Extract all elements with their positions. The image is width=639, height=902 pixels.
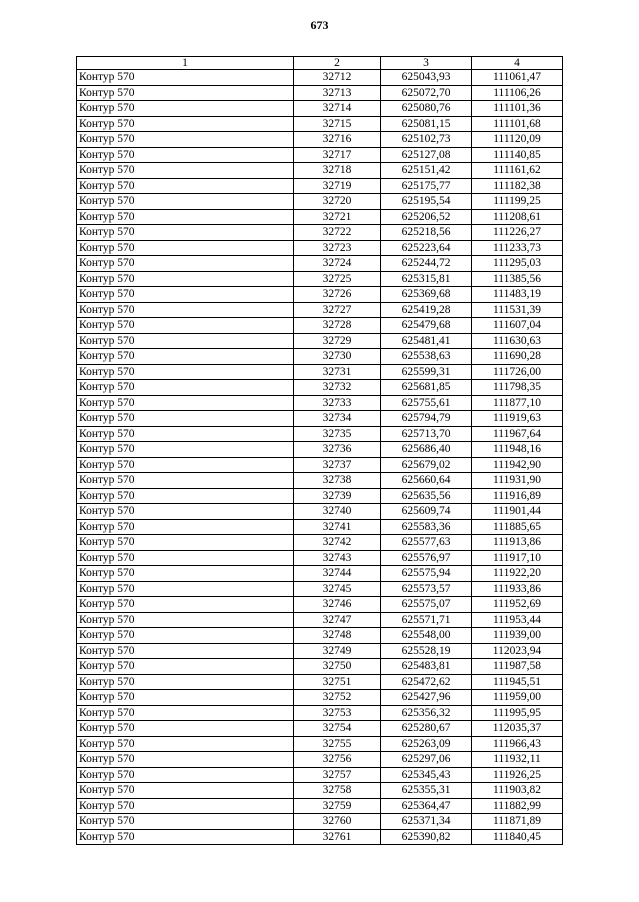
x-coordinate-cell: 625223,64: [381, 240, 472, 256]
table-row: [77, 628, 563, 644]
contour-cell: Контур 570: [77, 256, 294, 272]
y-coordinate-cell: 111885,65: [472, 519, 563, 535]
contour-cell: Контур 570: [77, 628, 294, 644]
y-coordinate-cell: 111933,86: [472, 581, 563, 597]
table-row: [77, 380, 563, 396]
contour-cell: Контур 570: [77, 767, 294, 783]
x-coordinate-cell: 625575,94: [381, 566, 472, 582]
point-number-cell: 32712: [294, 70, 381, 86]
point-number-cell: 32714: [294, 101, 381, 117]
y-coordinate-cell: 111840,45: [472, 829, 563, 845]
contour-cell: Контур 570: [77, 85, 294, 101]
point-number-cell: 32758: [294, 783, 381, 799]
contour-cell: Контур 570: [77, 178, 294, 194]
point-number-cell: 32760: [294, 814, 381, 830]
table-row: [77, 519, 563, 535]
point-number-cell: 32723: [294, 240, 381, 256]
table-row: [77, 333, 563, 349]
contour-cell: Контур 570: [77, 643, 294, 659]
x-coordinate-cell: 625479,68: [381, 318, 472, 334]
x-coordinate-cell: 625573,57: [381, 581, 472, 597]
y-coordinate-cell: 111106,26: [472, 85, 563, 101]
x-coordinate-cell: 625679,02: [381, 457, 472, 473]
y-coordinate-cell: 111101,68: [472, 116, 563, 132]
y-coordinate-cell: 111140,85: [472, 147, 563, 163]
table-row: [77, 736, 563, 752]
x-coordinate-cell: 625195,54: [381, 194, 472, 210]
point-number-cell: 32727: [294, 302, 381, 318]
contour-cell: Контур 570: [77, 240, 294, 256]
table-row: [77, 240, 563, 256]
x-coordinate-cell: 625538,63: [381, 349, 472, 365]
y-coordinate-cell: 112023,94: [472, 643, 563, 659]
contour-cell: Контур 570: [77, 504, 294, 520]
x-coordinate-cell: 625315,81: [381, 271, 472, 287]
y-coordinate-cell: 111161,62: [472, 163, 563, 179]
y-coordinate-cell: 111945,51: [472, 674, 563, 690]
table-row: [77, 783, 563, 799]
y-coordinate-cell: 111531,39: [472, 302, 563, 318]
table-row: [77, 721, 563, 737]
point-number-cell: 32732: [294, 380, 381, 396]
x-coordinate-cell: 625472,62: [381, 674, 472, 690]
contour-cell: Контур 570: [77, 581, 294, 597]
x-coordinate-cell: 625371,34: [381, 814, 472, 830]
y-coordinate-cell: 111199,25: [472, 194, 563, 210]
y-coordinate-cell: 111901,44: [472, 504, 563, 520]
y-coordinate-cell: 111987,58: [472, 659, 563, 675]
x-coordinate-cell: 625297,06: [381, 752, 472, 768]
y-coordinate-cell: 111939,00: [472, 628, 563, 644]
x-coordinate-cell: 625609,74: [381, 504, 472, 520]
table-row: [77, 209, 563, 225]
y-coordinate-cell: 111120,09: [472, 132, 563, 148]
table-row: [77, 690, 563, 706]
point-number-cell: 32733: [294, 395, 381, 411]
x-coordinate-cell: 625043,93: [381, 70, 472, 86]
point-number-cell: 32755: [294, 736, 381, 752]
x-coordinate-cell: 625419,28: [381, 302, 472, 318]
y-coordinate-cell: 111995,95: [472, 705, 563, 721]
x-coordinate-cell: 625151,42: [381, 163, 472, 179]
x-coordinate-cell: 625356,32: [381, 705, 472, 721]
point-number-cell: 32721: [294, 209, 381, 225]
y-coordinate-cell: 111932,11: [472, 752, 563, 768]
contour-cell: Контур 570: [77, 674, 294, 690]
x-coordinate-cell: 625755,61: [381, 395, 472, 411]
y-coordinate-cell: 111953,44: [472, 612, 563, 628]
point-number-cell: 32725: [294, 271, 381, 287]
table-row: [77, 674, 563, 690]
point-number-cell: 32741: [294, 519, 381, 535]
contour-cell: Контур 570: [77, 690, 294, 706]
x-coordinate-cell: 625577,63: [381, 535, 472, 551]
point-number-cell: 32746: [294, 597, 381, 613]
contour-cell: Контур 570: [77, 287, 294, 303]
x-coordinate-cell: 625548,00: [381, 628, 472, 644]
table-row: [77, 659, 563, 675]
table-row: [77, 411, 563, 427]
y-coordinate-cell: 111926,25: [472, 767, 563, 783]
x-coordinate-cell: 625206,52: [381, 209, 472, 225]
table-row: [77, 798, 563, 814]
table-row: [77, 705, 563, 721]
point-number-cell: 32745: [294, 581, 381, 597]
y-coordinate-cell: 111967,64: [472, 426, 563, 442]
table-header-row: [77, 57, 563, 70]
table-row: [77, 287, 563, 303]
contour-cell: Контур 570: [77, 457, 294, 473]
contour-cell: Контур 570: [77, 380, 294, 396]
x-coordinate-cell: 625345,43: [381, 767, 472, 783]
table-row: [77, 194, 563, 210]
y-coordinate-cell: 111630,63: [472, 333, 563, 349]
x-coordinate-cell: 625599,31: [381, 364, 472, 380]
point-number-cell: 32754: [294, 721, 381, 737]
contour-cell: Контур 570: [77, 194, 294, 210]
x-coordinate-cell: 625127,08: [381, 147, 472, 163]
y-coordinate-cell: 111903,82: [472, 783, 563, 799]
y-coordinate-cell: 111061,47: [472, 70, 563, 86]
point-number-cell: 32731: [294, 364, 381, 380]
contour-cell: Контур 570: [77, 798, 294, 814]
y-coordinate-cell: 111871,89: [472, 814, 563, 830]
x-coordinate-cell: 625390,82: [381, 829, 472, 845]
table-row: [77, 256, 563, 272]
y-coordinate-cell: 111882,99: [472, 798, 563, 814]
point-number-cell: 32716: [294, 132, 381, 148]
y-coordinate-cell: 111966,43: [472, 736, 563, 752]
x-coordinate-cell: 625355,31: [381, 783, 472, 799]
point-number-cell: 32713: [294, 85, 381, 101]
contour-cell: Контур 570: [77, 612, 294, 628]
table-row: [77, 457, 563, 473]
table-row: [77, 302, 563, 318]
contour-cell: Контур 570: [77, 566, 294, 582]
x-coordinate-cell: 625175,77: [381, 178, 472, 194]
y-coordinate-cell: 111182,38: [472, 178, 563, 194]
y-coordinate-cell: 111226,27: [472, 225, 563, 241]
x-coordinate-cell: 625583,36: [381, 519, 472, 535]
x-coordinate-cell: 625427,96: [381, 690, 472, 706]
y-coordinate-cell: 111942,90: [472, 457, 563, 473]
contour-cell: Контур 570: [77, 442, 294, 458]
y-coordinate-cell: 111483,19: [472, 287, 563, 303]
y-coordinate-cell: 111916,89: [472, 488, 563, 504]
contour-cell: Контур 570: [77, 147, 294, 163]
y-coordinate-cell: 111690,28: [472, 349, 563, 365]
point-number-cell: 32734: [294, 411, 381, 427]
point-number-cell: 32757: [294, 767, 381, 783]
contour-cell: Контур 570: [77, 318, 294, 334]
point-number-cell: 32738: [294, 473, 381, 489]
y-coordinate-cell: 111919,63: [472, 411, 563, 427]
contour-cell: Контур 570: [77, 519, 294, 535]
table-row: [77, 829, 563, 845]
contour-cell: Контур 570: [77, 271, 294, 287]
y-coordinate-cell: 111913,86: [472, 535, 563, 551]
contour-cell: Контур 570: [77, 829, 294, 845]
table-row: [77, 535, 563, 551]
contour-cell: Контур 570: [77, 163, 294, 179]
table-row: [77, 178, 563, 194]
x-coordinate-cell: 625713,70: [381, 426, 472, 442]
contour-cell: Контур 570: [77, 783, 294, 799]
point-number-cell: 32736: [294, 442, 381, 458]
y-coordinate-cell: 111233,73: [472, 240, 563, 256]
point-number-cell: 32751: [294, 674, 381, 690]
x-coordinate-cell: 625080,76: [381, 101, 472, 117]
point-number-cell: 32718: [294, 163, 381, 179]
x-coordinate-cell: 625218,56: [381, 225, 472, 241]
point-number-cell: 32728: [294, 318, 381, 334]
y-coordinate-cell: 111726,00: [472, 364, 563, 380]
point-number-cell: 32753: [294, 705, 381, 721]
x-coordinate-cell: 625483,81: [381, 659, 472, 675]
contour-cell: Контур 570: [77, 225, 294, 241]
table-row: [77, 442, 563, 458]
y-coordinate-cell: 111607,04: [472, 318, 563, 334]
contour-cell: Контур 570: [77, 814, 294, 830]
contour-cell: Контур 570: [77, 349, 294, 365]
contour-cell: Контур 570: [77, 488, 294, 504]
point-number-cell: 32729: [294, 333, 381, 349]
contour-cell: Контур 570: [77, 116, 294, 132]
point-number-cell: 32747: [294, 612, 381, 628]
point-number-cell: 32759: [294, 798, 381, 814]
contour-cell: Контур 570: [77, 721, 294, 737]
x-coordinate-cell: 625571,71: [381, 612, 472, 628]
table-row: [77, 643, 563, 659]
table-row: [77, 147, 563, 163]
table-row: [77, 767, 563, 783]
x-coordinate-cell: 625681,85: [381, 380, 472, 396]
point-number-cell: 32737: [294, 457, 381, 473]
y-coordinate-cell: 111208,61: [472, 209, 563, 225]
x-coordinate-cell: 625364,47: [381, 798, 472, 814]
page-number: 673: [310, 18, 329, 32]
point-number-cell: 32744: [294, 566, 381, 582]
contour-cell: Контур 570: [77, 132, 294, 148]
y-coordinate-cell: 111922,20: [472, 566, 563, 582]
point-number-cell: 32726: [294, 287, 381, 303]
x-coordinate-cell: 625528,19: [381, 643, 472, 659]
x-coordinate-cell: 625575,07: [381, 597, 472, 613]
table-row: [77, 814, 563, 830]
table-row: [77, 132, 563, 148]
x-coordinate-cell: 625686,40: [381, 442, 472, 458]
contour-cell: Контур 570: [77, 659, 294, 675]
table-row: [77, 488, 563, 504]
contour-cell: Контур 570: [77, 101, 294, 117]
y-coordinate-cell: 111959,00: [472, 690, 563, 706]
y-coordinate-cell: 111931,90: [472, 473, 563, 489]
point-number-cell: 32739: [294, 488, 381, 504]
point-number-cell: 32715: [294, 116, 381, 132]
point-number-cell: 32743: [294, 550, 381, 566]
table-row: [77, 550, 563, 566]
y-coordinate-cell: 111917,10: [472, 550, 563, 566]
point-number-cell: 32719: [294, 178, 381, 194]
contour-cell: Контур 570: [77, 411, 294, 427]
x-coordinate-cell: 625081,15: [381, 116, 472, 132]
x-coordinate-cell: 625576,97: [381, 550, 472, 566]
table-row: [77, 70, 563, 86]
table-row: [77, 473, 563, 489]
point-number-cell: 32761: [294, 829, 381, 845]
contour-cell: Контур 570: [77, 209, 294, 225]
contour-cell: Контур 570: [77, 705, 294, 721]
point-number-cell: 32717: [294, 147, 381, 163]
table-row: [77, 101, 563, 117]
contour-cell: Контур 570: [77, 426, 294, 442]
point-number-cell: 32752: [294, 690, 381, 706]
point-number-cell: 32742: [294, 535, 381, 551]
table-row: [77, 612, 563, 628]
table-row: [77, 225, 563, 241]
point-number-cell: 32749: [294, 643, 381, 659]
table-row: [77, 581, 563, 597]
contour-cell: Контур 570: [77, 550, 294, 566]
x-coordinate-cell: 625102,73: [381, 132, 472, 148]
contour-cell: Контур 570: [77, 473, 294, 489]
column-header-1: 1: [77, 57, 294, 70]
table-row: [77, 752, 563, 768]
x-coordinate-cell: 625244,72: [381, 256, 472, 272]
contour-cell: Контур 570: [77, 535, 294, 551]
contour-cell: Контур 570: [77, 302, 294, 318]
column-header-4: 4: [472, 57, 563, 70]
table-row: [77, 426, 563, 442]
point-number-cell: 32722: [294, 225, 381, 241]
y-coordinate-cell: 111952,69: [472, 597, 563, 613]
x-coordinate-cell: 625280,67: [381, 721, 472, 737]
table-row: [77, 597, 563, 613]
y-coordinate-cell: 111877,10: [472, 395, 563, 411]
table-body: [77, 70, 563, 845]
x-coordinate-cell: 625660,64: [381, 473, 472, 489]
contour-cell: Контур 570: [77, 333, 294, 349]
contour-cell: Контур 570: [77, 736, 294, 752]
contour-cell: Контур 570: [77, 752, 294, 768]
y-coordinate-cell: 111948,16: [472, 442, 563, 458]
column-header-3: 3: [381, 57, 472, 70]
x-coordinate-cell: 625635,56: [381, 488, 472, 504]
contour-cell: Контур 570: [77, 364, 294, 380]
x-coordinate-cell: 625263,09: [381, 736, 472, 752]
x-coordinate-cell: 625072,70: [381, 85, 472, 101]
point-number-cell: 32756: [294, 752, 381, 768]
table-row: [77, 395, 563, 411]
table-row: [77, 163, 563, 179]
column-header-2: 2: [294, 57, 381, 70]
point-number-cell: 32750: [294, 659, 381, 675]
table-row: [77, 504, 563, 520]
y-coordinate-cell: 111295,03: [472, 256, 563, 272]
point-number-cell: 32740: [294, 504, 381, 520]
point-number-cell: 32724: [294, 256, 381, 272]
y-coordinate-cell: 111101,36: [472, 101, 563, 117]
contour-cell: Контур 570: [77, 395, 294, 411]
point-number-cell: 32735: [294, 426, 381, 442]
table-row: [77, 566, 563, 582]
table-row: [77, 85, 563, 101]
table-row: [77, 318, 563, 334]
point-number-cell: 32720: [294, 194, 381, 210]
x-coordinate-cell: 625794,79: [381, 411, 472, 427]
x-coordinate-cell: 625481,41: [381, 333, 472, 349]
table-row: [77, 116, 563, 132]
y-coordinate-cell: 111385,56: [472, 271, 563, 287]
point-number-cell: 32730: [294, 349, 381, 365]
y-coordinate-cell: 111798,35: [472, 380, 563, 396]
table-row: [77, 349, 563, 365]
coordinates-table: [76, 56, 563, 845]
contour-cell: Контур 570: [77, 70, 294, 86]
point-number-cell: 32748: [294, 628, 381, 644]
table-row: [77, 271, 563, 287]
y-coordinate-cell: 112035,37: [472, 721, 563, 737]
x-coordinate-cell: 625369,68: [381, 287, 472, 303]
table-row: [77, 364, 563, 380]
contour-cell: Контур 570: [77, 597, 294, 613]
